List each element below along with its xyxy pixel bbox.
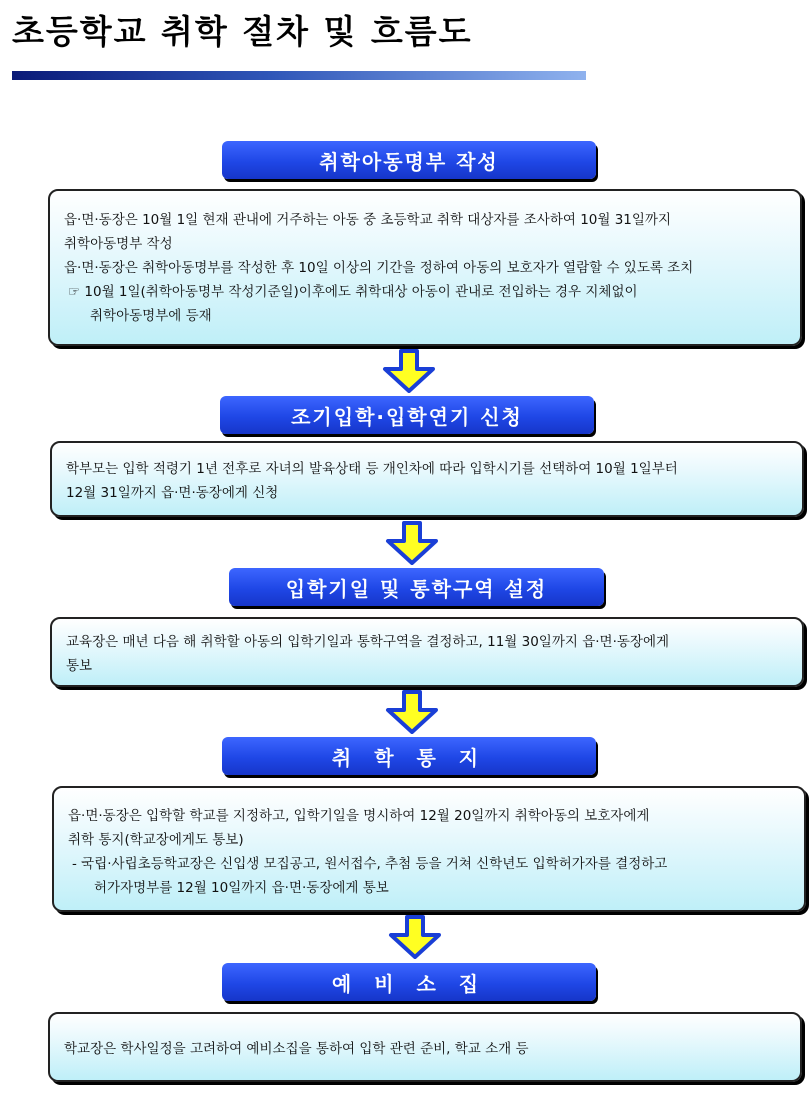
step-4-label: 취 학 통 지	[222, 737, 596, 775]
step-1-line-2: 취학아동명부 작성	[64, 236, 173, 252]
step-4-line-1: 읍·면·동장은 입학할 학교를 지정하고, 입학기일을 명시하여 12월 20일까지 취학아동의 보호자에게	[68, 808, 650, 824]
step-1-note: ☞ 10월 1일(취학아동명부 작성기준일)이후에도 취학대상 아동이 관내로 전입하는 경우 지체없이	[68, 284, 638, 300]
step-5-label: 예 비 소 집	[222, 963, 596, 1001]
step-3-label: 입학기일 및 통학구역 설정	[229, 568, 604, 606]
step-3-line-2: 통보	[66, 658, 93, 674]
step-5-box	[48, 1012, 802, 1082]
step-2-box	[50, 441, 804, 517]
step-1-line-3: 읍·면·동장은 취학아동명부를 작성한 후 10일 이상의 기간을 정하여 아동의 보호자가 열람할 수 있도록 조치	[64, 260, 694, 276]
step-4-line-2: 취학 통지(학교장에게도 통보)	[68, 832, 244, 848]
step-5-line-1: 학교장은 학사일정을 고려하여 예비소집을 통하여 입학 관련 준비, 학교 소개 등	[64, 1041, 529, 1057]
title-underline	[12, 71, 586, 80]
down-arrow-icon	[381, 349, 437, 393]
step-4-note: - 국립·사립초등학교장은 신입생 모집공고, 원서접수, 추첨 등을 거쳐 신학년도 입학허가자를 결정하고	[72, 856, 668, 872]
page-title: 초등학교 취학 절차 및 흐름도	[12, 12, 473, 51]
step-1-note-cont: 취학아동명부에 등재	[90, 308, 212, 324]
down-arrow-icon	[384, 690, 440, 734]
step-1-label: 취학아동명부 작성	[222, 141, 596, 179]
step-4-box	[52, 786, 806, 912]
step-2-label: 조기입학·입학연기 신청	[220, 396, 594, 434]
down-arrow-icon	[387, 915, 443, 959]
step-1-line-1: 읍·면·동장은 10월 1일 현재 관내에 거주하는 아동 중 초등학교 취학 대상자를 조사하여 10월 31일까지	[64, 212, 672, 228]
step-1-box	[48, 189, 802, 346]
step-4-note-cont: 허가자명부를 12월 10일까지 읍·면·동장에게 통보	[94, 880, 389, 896]
step-3-line-1: 교육장은 매년 다음 해 취학할 아동의 입학기일과 통학구역을 결정하고, 11월 30일까지 읍·면·동장에게	[66, 634, 670, 650]
step-2-line-2: 12월 31일까지 읍·면·동장에게 신청	[66, 485, 279, 501]
step-3-box	[50, 617, 804, 687]
down-arrow-icon	[384, 521, 440, 565]
step-2-line-1: 학부모는 입학 적령기 1년 전후로 자녀의 발육상태 등 개인차에 따라 입학시기를 선택하여 10월 1일부터	[66, 461, 678, 477]
